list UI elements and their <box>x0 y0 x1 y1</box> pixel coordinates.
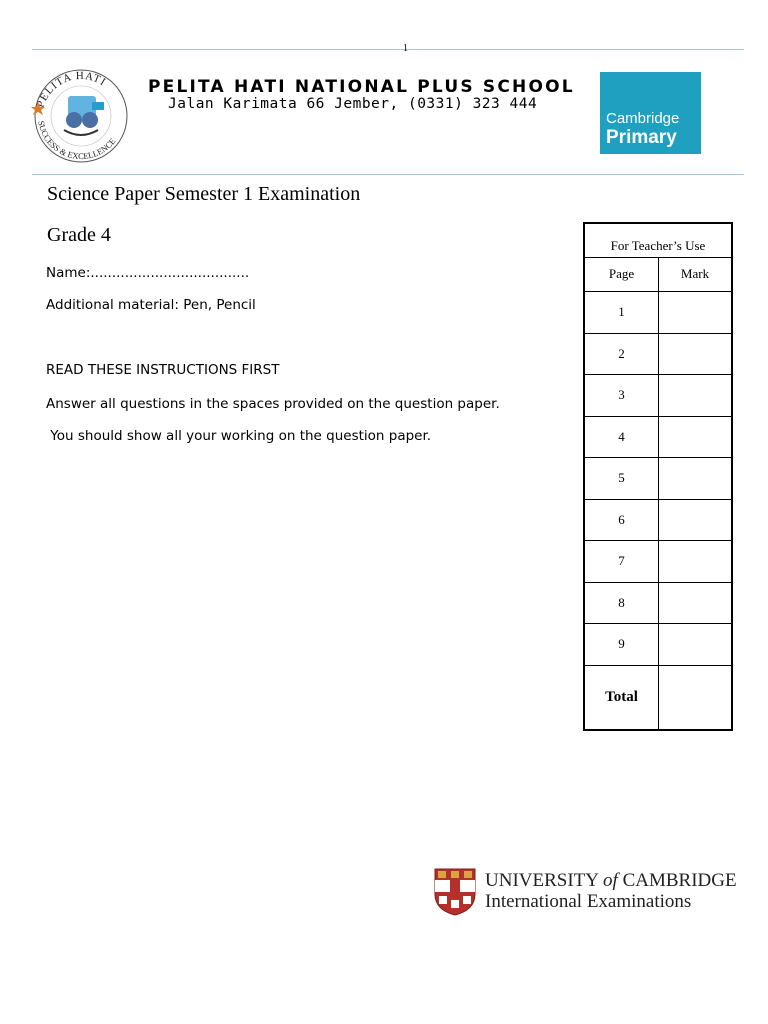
page-cell: 9 <box>584 623 659 665</box>
svg-text:PELITA HATI: PELITA HATI <box>34 69 109 110</box>
page-cell: 6 <box>584 499 659 540</box>
table-row <box>584 291 732 333</box>
school-address: Jalan Karimata 66 Jember, (0331) 323 444 <box>168 96 538 112</box>
table-row <box>584 623 732 665</box>
footer-of-word: of <box>603 870 618 891</box>
table-row <box>584 499 732 540</box>
total-row <box>584 665 732 730</box>
footer-university-word: UNIVERSITY <box>485 870 604 891</box>
column-header-page: Page <box>584 257 659 291</box>
table-row <box>584 582 732 623</box>
instruction-line-1: Answer all questions in the spaces provided on the question paper. <box>46 396 500 412</box>
footer-cambridge-word: CAMBRIDGE <box>617 870 737 891</box>
mark-cell[interactable] <box>659 457 733 499</box>
table-row <box>584 333 732 374</box>
school-seal-icon <box>28 66 134 166</box>
page-number: 1 <box>403 43 408 54</box>
additional-material: Additional material: Pen, Pencil <box>46 297 256 313</box>
header-top-rule <box>32 49 744 50</box>
table-row <box>584 374 732 416</box>
total-mark-cell[interactable] <box>659 665 733 730</box>
cambridge-badge-line1: Cambridge <box>606 110 680 127</box>
total-label: Total <box>584 665 659 730</box>
mark-cell[interactable] <box>659 582 733 623</box>
instructions-heading: READ THESE INSTRUCTIONS FIRST <box>46 362 280 378</box>
teacher-use-table <box>583 222 733 731</box>
page-cell: 2 <box>584 333 659 374</box>
footer-international-examinations: International Examinations <box>485 891 692 912</box>
teacher-table-title: For Teacher’s Use <box>584 223 732 257</box>
mark-cell[interactable] <box>659 291 733 333</box>
table-row <box>584 416 732 457</box>
column-header-mark: Mark <box>659 257 733 291</box>
name-field: Name:..................................... <box>46 265 250 281</box>
page-cell: 5 <box>584 457 659 499</box>
mark-cell[interactable] <box>659 374 733 416</box>
mark-cell[interactable] <box>659 540 733 582</box>
mark-cell[interactable] <box>659 623 733 665</box>
page-cell: 8 <box>584 582 659 623</box>
cambridge-badge-line2: Primary <box>606 127 677 148</box>
page-cell: 7 <box>584 540 659 582</box>
page-cell: 1 <box>584 291 659 333</box>
mark-cell[interactable] <box>659 499 733 540</box>
cambridge-primary-badge <box>600 72 701 154</box>
page-cell: 4 <box>584 416 659 457</box>
school-name: PELITA HATI NATIONAL PLUS SCHOOL <box>148 77 575 97</box>
svg-text:SUCCESS & EXCELLENCE: SUCCESS & EXCELLENCE <box>36 119 118 162</box>
instruction-line-2: You should show all your working on the question paper. <box>46 428 432 444</box>
table-row <box>584 457 732 499</box>
header-bottom-rule <box>32 174 744 175</box>
table-row <box>584 540 732 582</box>
exam-title: Science Paper Semester 1 Examination <box>47 183 361 205</box>
mark-cell[interactable] <box>659 416 733 457</box>
page-cell: 3 <box>584 374 659 416</box>
cambridge-crest-icon <box>434 868 476 916</box>
footer-university-line <box>485 870 737 892</box>
mark-cell[interactable] <box>659 333 733 374</box>
exam-grade: Grade 4 <box>47 224 111 246</box>
